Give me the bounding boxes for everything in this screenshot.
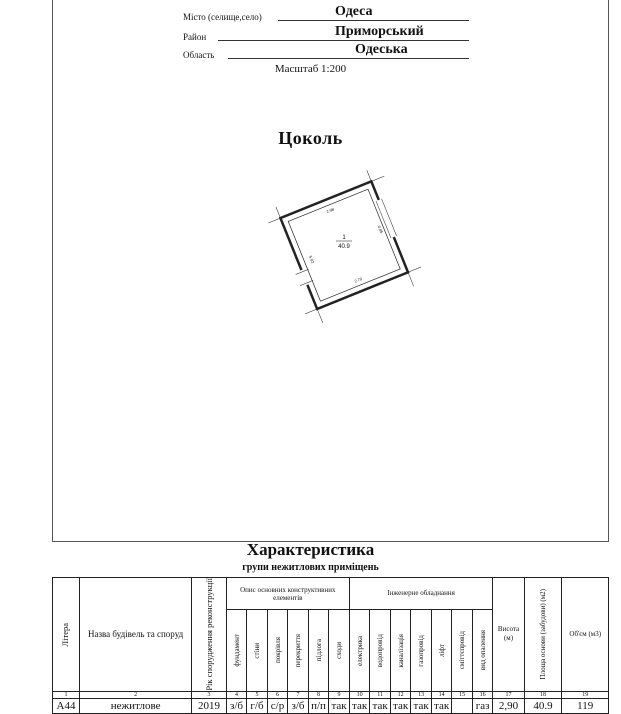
col-number: 14 [431, 691, 452, 698]
col-number: 4 [226, 691, 247, 698]
cell-sewer: так [390, 698, 411, 713]
col-number: 16 [472, 691, 493, 698]
col-number: 17 [493, 691, 524, 698]
plan-dim-left: 5.02 [307, 254, 316, 264]
cell-lift: так [431, 698, 452, 713]
col-number: 12 [390, 691, 411, 698]
col-number: 3 [192, 691, 227, 698]
header-heating: вид опалення [472, 610, 493, 691]
region-label: Область [183, 50, 215, 60]
characteristics-table [52, 577, 609, 714]
header-litera: Літера [53, 578, 80, 692]
header-engineering-equipment: Інженерне обладнання [349, 578, 493, 610]
district-value: Приморський [335, 24, 424, 39]
col-number: 18 [524, 691, 562, 698]
header-electric: електрика [349, 610, 370, 691]
characteristics-title: Характеристика [246, 540, 375, 559]
cell-walls: г/б [247, 698, 268, 713]
plan-dim-top: 2.98 [325, 206, 335, 215]
city-line [278, 20, 469, 21]
floor-plan [262, 165, 422, 325]
header-height: Висота (м) [493, 578, 524, 692]
column-numbers-row [53, 691, 609, 698]
col-number: 8 [308, 691, 329, 698]
table-row [53, 698, 609, 713]
col-number: 7 [288, 691, 309, 698]
header-sewer: каналізація [390, 610, 411, 691]
header-gas: газопровід [411, 610, 432, 691]
scale-label: Масштаб 1:200 [274, 63, 347, 75]
col-number: 5 [247, 691, 268, 698]
header-foundation: фундамент [226, 610, 247, 691]
col-number: 10 [349, 691, 370, 698]
district-label: Район [183, 32, 207, 42]
header-ceiling: перекриття [288, 610, 309, 691]
cell-stairs: так [329, 698, 350, 713]
plan-room-number: 1 [342, 235, 346, 241]
col-number: 19 [562, 691, 609, 698]
header-stairs: сходи [329, 610, 350, 691]
plan-dim-bottom: 2.79 [353, 276, 363, 284]
region-value: Одеська [355, 42, 408, 57]
col-number: 15 [452, 691, 473, 698]
col-number: 6 [267, 691, 288, 698]
plan-room-area: 40.9 [338, 244, 350, 250]
header-roof: покрівля [267, 610, 288, 691]
city-row [183, 6, 469, 22]
cell-height: 2,90 [493, 698, 524, 713]
header-garbage: сміттєпровід [452, 610, 473, 691]
city-label: Місто (селище,село) [183, 12, 262, 22]
header-lift: ліфт [431, 610, 452, 691]
header-area: Площа основи (забудови) (м2) [524, 578, 562, 692]
cell-electric: так [349, 698, 370, 713]
col-number: 11 [370, 691, 391, 698]
header-constructive-elements: Опис основних конструктивних елементів [226, 578, 349, 610]
header-water: водопровід [370, 610, 391, 691]
floor-title: Цоколь [278, 128, 343, 148]
col-number: 13 [411, 691, 432, 698]
cell-heating: газ [472, 698, 493, 713]
col-number: 1 [53, 691, 80, 698]
cell-area: 40.9 [524, 698, 562, 713]
cell-gas: так [411, 698, 432, 713]
cell-garbage [452, 698, 473, 713]
plan-dim-right: 0.85 [376, 224, 385, 235]
cell-litera: А44 [53, 698, 80, 713]
region-row [183, 44, 469, 60]
district-line [218, 40, 469, 41]
cell-ceiling: з/б [288, 698, 309, 713]
city-value: Одеса [335, 4, 373, 19]
header-name: Назва будівель та споруд [79, 578, 191, 692]
header-floor: підлога [308, 610, 329, 691]
cell-volume: 119 [562, 698, 609, 713]
header-year: Рік спорудження реконструкції [192, 578, 227, 692]
cell-water: так [370, 698, 391, 713]
characteristics-subtitle: групи нежитлових приміщень [242, 562, 379, 573]
cell-floor: п/п [308, 698, 329, 713]
col-number: 2 [79, 691, 191, 698]
cell-name: нежитлове [79, 698, 191, 713]
district-row [183, 26, 469, 42]
header-volume: Об'єм (м3) [562, 578, 609, 692]
region-line [228, 58, 469, 59]
cell-roof: с/р [267, 698, 288, 713]
cell-year: 2019 [192, 698, 227, 713]
cell-foundation: з/б [226, 698, 247, 713]
col-number: 9 [329, 691, 350, 698]
header-walls: стіни [247, 610, 268, 691]
